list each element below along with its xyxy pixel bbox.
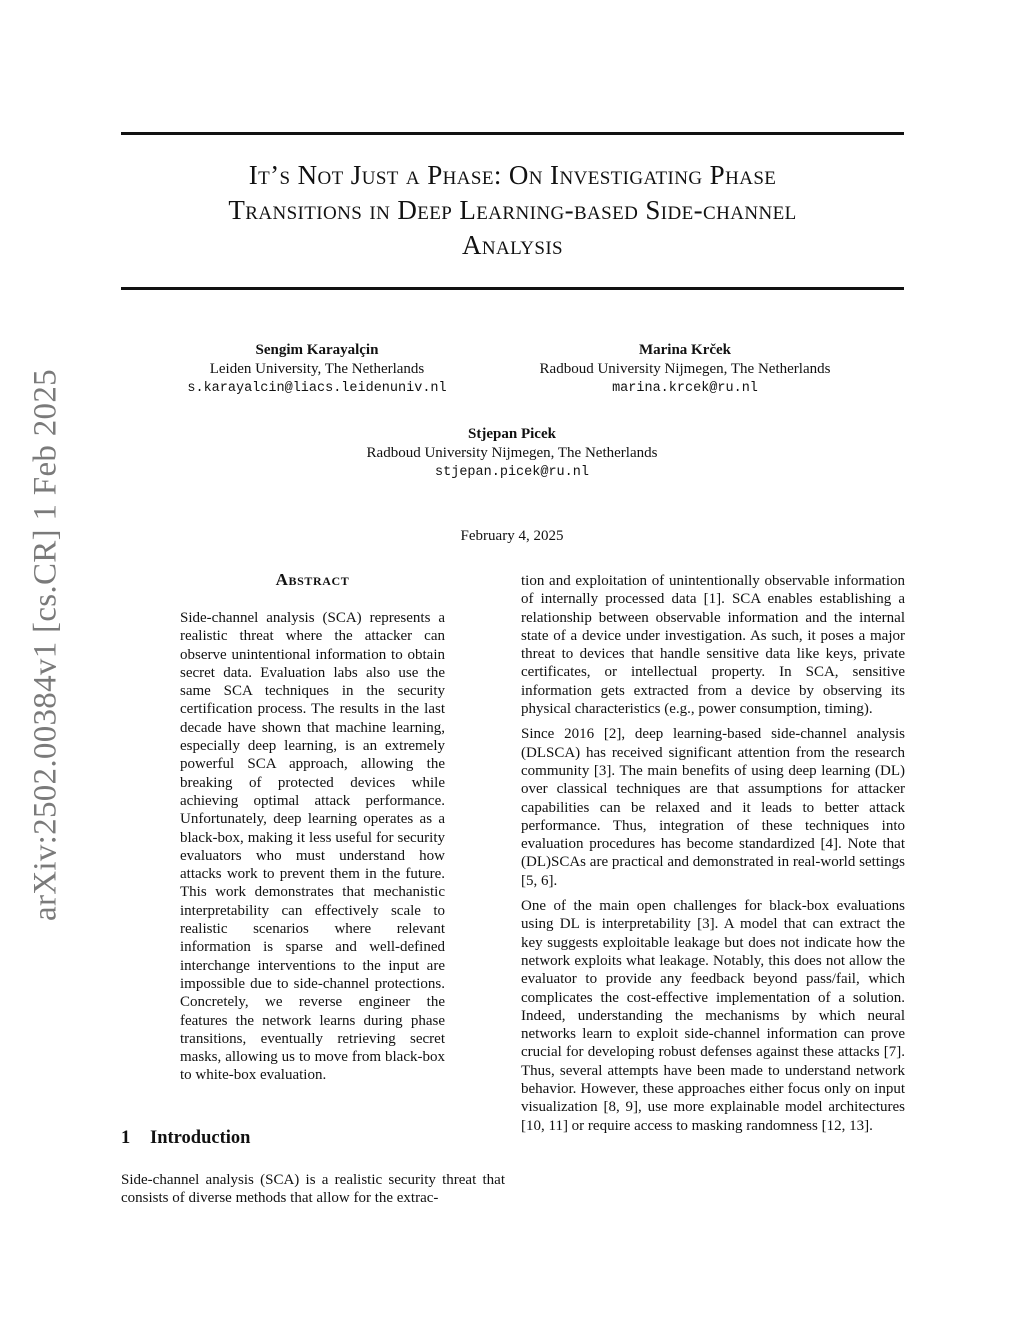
author-affiliation: Leiden University, The Netherlands xyxy=(209,361,425,377)
author-name: Marina Krček xyxy=(638,342,732,358)
paper-title xyxy=(121,158,904,263)
author-email[interactable]: stjepan.picek@ru.nl xyxy=(435,465,589,480)
body-paragraph: tion and exploitation of unintentionally observable information of internally processed data [1]. SCA enables establishing a relationship between observable information and the internal state of a device under investigation. As such, it poses a major threat to devices that handle sensitive data like keys, private certificates, or intellectual property. In SCA, sensitive information gets extracted from a device by observing its physical characteristics (e.g., power consumption, timing). xyxy=(521,573,905,718)
author-affiliation: Radboud University Nijmegen, The Netherlands xyxy=(366,445,658,461)
section-number: 1 xyxy=(121,1128,131,1148)
publication-date: February 4, 2025 xyxy=(460,528,564,544)
abstract-text: Side-channel analysis (SCA) represents a realistic threat where the attacker can observe unintentional information to obtain secret data. Evaluation labs also use the same SCA techniques in the security certification process. The results in the last decade have shown that machine learning, especially deep learning, is an extremely powerful SCA approach, allowing the breaking of protected devices while achieving optimal attack performance. Unfortunately, deep learning operates as a black-box, making it less useful for security evaluators who must understand how attacks work to prevent them in the future. This work demonstrates that mechanistic interpretability can effectively scale to realistic scenarios where relevant information is sparse and well-defined interchange interventions to the input are impossible due to side-channel protections. Concretely, we reverse engineer the features the network learns during phase transitions, eventually retrieving secret masks, allowing us to move from black-box to white-box evaluation. xyxy=(180,610,445,1084)
title-rule-bottom xyxy=(121,287,904,290)
title-line: Analysis xyxy=(461,230,564,260)
title-line: It’s Not Just a Phase: On Investigating Phase xyxy=(248,160,777,190)
section-heading xyxy=(121,1128,250,1149)
author-name: Stjepan Picek xyxy=(468,426,556,442)
section-title: Introduction xyxy=(150,1128,251,1148)
author-email[interactable]: marina.krcek@ru.nl xyxy=(612,381,758,396)
body-paragraph: One of the main open challenges for black-box evaluations using DL is interpretability [3]. A model that can extract the key suggests exploitable leakage but does not indicate how the network exploits what leakage. Notably, this does not allow the evaluator to provide any feedback beyond pass/fail, which complicates the cost-effective implementation of a solution. Indeed, understanding the mechanisms by which neural networks learn to exploit side-channel information can prove crucial for developing robust defenses against these attacks [7]. Thus, several attempts have been made to understand network behavior. However, these approaches either focus only on input visualization [8, 9], use more explainable model architectures [10, 11] or require access to masking randomness [12, 13]. xyxy=(521,898,905,1134)
author-name: Sengim Karayalçin xyxy=(255,342,379,358)
body-paragraph: Since 2016 [2], deep learning-based side-channel analysis (DLSCA) has received significant attention from the research community [3]. The main benefits of using deep learning (DL) over classical techniques are that assumptions for attacker capabilities can be relaxed and it leads to better attack performance. Thus, integration of these techniques into evaluation procedures has become standardized [4]. Note that (DL)SCAs are practical and demonstrated in real-world settings [5, 6]. xyxy=(521,726,905,889)
intro-paragraph: Side-channel analysis (SCA) is a realistic security threat that consists of diverse methods that allow for the extrac- xyxy=(121,1172,505,1207)
author-block xyxy=(312,425,712,482)
right-column xyxy=(521,572,905,1142)
author-affiliation: Radboud University Nijmegen, The Netherlands xyxy=(539,361,831,377)
author-block xyxy=(510,341,860,398)
title-rule-top xyxy=(121,132,904,135)
author-email[interactable]: s.karayalcin@liacs.leidenuniv.nl xyxy=(187,381,447,396)
author-block xyxy=(150,341,484,398)
abstract-heading: Abstract xyxy=(275,570,350,589)
arxiv-identifier-stamp: arXiv:2502.00384v1 [cs.CR] 1 Feb 2025 xyxy=(27,369,64,921)
title-line: Transitions in Deep Learning-based Side-channel xyxy=(228,195,797,225)
